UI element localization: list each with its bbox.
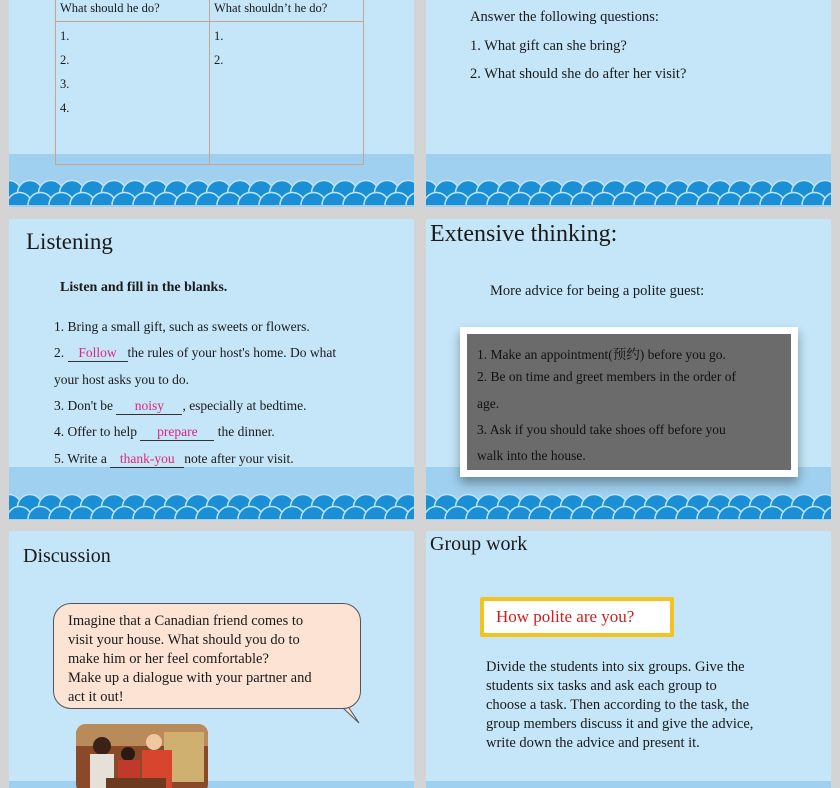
question-2: 2. What should she do after her visit? — [470, 66, 687, 82]
wave-decoration — [9, 179, 414, 205]
slide-band — [426, 781, 831, 788]
advice-line: 3. Ask if you should take shoes off before you — [477, 422, 726, 437]
advice-line: age. — [477, 396, 500, 411]
table-header-dont: What shouldn’t he do? — [210, 0, 364, 22]
slide-groupwork — [426, 531, 831, 788]
slide-discussion — [9, 531, 414, 788]
slide-questions — [426, 0, 831, 207]
advice-box — [460, 327, 798, 477]
listening-line: 1. Bring a small gift, such as sweets or flowers. — [54, 319, 310, 334]
wave-decoration — [426, 493, 831, 519]
bubble-line: act it out! — [68, 689, 124, 705]
listening-line — [54, 398, 307, 415]
groupwork-line: Divide the students into six groups. Give the — [486, 659, 745, 675]
line-suffix: note after your visit. — [184, 451, 294, 466]
family-photo — [76, 724, 208, 788]
table-item: 1. — [214, 29, 224, 43]
table-cell-dont — [210, 22, 364, 165]
slide-listening — [9, 219, 414, 520]
advice-line: 1. Make an appointment(预约) before you go. — [477, 347, 726, 362]
question-1: 1. What gift can she bring? — [470, 38, 627, 54]
slide-table — [9, 0, 414, 207]
questions-intro: Answer the following questions: — [470, 9, 659, 25]
badge-label: How polite are you? — [484, 601, 670, 633]
line-suffix: the dinner. — [217, 424, 275, 439]
table-item: 2. — [60, 53, 70, 67]
page-title: Listening — [26, 229, 113, 254]
line-prefix: 5. Write a — [54, 451, 111, 466]
bubble-line: Make up a dialogue with your partner and — [68, 670, 312, 686]
listening-instruction: Listen and fill in the blanks. — [60, 280, 228, 295]
extensive-subtitle: More advice for being a polite guest: — [490, 283, 705, 299]
table-cell-do — [56, 22, 210, 165]
groupwork-line: write down the advice and present it. — [486, 735, 700, 751]
answer-blank: Follow — [68, 345, 128, 362]
listening-line — [54, 424, 275, 441]
page-title: Group work — [430, 533, 528, 555]
table-header-do: What should he do? — [56, 0, 210, 22]
table-item: 4. — [60, 101, 70, 115]
polite-badge — [480, 597, 674, 637]
line-prefix: 3. Don't be — [54, 398, 117, 413]
line-prefix: 2. — [54, 345, 68, 360]
line-suffix: , especially at bedtime. — [182, 398, 307, 413]
slide-extensive — [426, 219, 831, 520]
bubble-line: make him or her feel comfortable? — [68, 651, 269, 667]
wave-decoration — [426, 179, 831, 205]
answer-blank: prepare — [140, 424, 214, 441]
advice-line: walk into the house. — [477, 448, 586, 463]
groupwork-line: choose a task. Then according to the task, the — [486, 697, 750, 713]
answer-blank: thank-you — [110, 451, 184, 468]
groupwork-line: students six tasks and ask each group to — [486, 678, 717, 694]
listening-line: your host asks you to do. — [54, 372, 189, 387]
discussion-bubble — [53, 603, 361, 709]
table-item: 3. — [60, 77, 70, 91]
wave-decoration — [9, 493, 414, 519]
listening-line — [54, 451, 294, 468]
answer-blank: noisy — [116, 398, 182, 415]
bubble-line: Imagine that a Canadian friend comes to — [68, 613, 304, 629]
advice-line: 2. Be on time and greet members in the order of — [477, 369, 737, 384]
page-title: Discussion — [23, 545, 111, 567]
listening-line — [54, 345, 336, 362]
line-prefix: 4. Offer to help — [54, 424, 141, 439]
slide-band — [9, 781, 414, 788]
groupwork-line: group members discuss it and give the advice, — [486, 716, 754, 732]
bubble-line: visit your house. What should you do to — [68, 632, 300, 648]
advice-table — [55, 0, 364, 165]
table-item: 1. — [60, 29, 70, 43]
line-suffix: the rules of your host's home. Do what — [127, 345, 337, 360]
page-title: Extensive thinking: — [430, 221, 618, 247]
table-item: 2. — [214, 53, 224, 67]
